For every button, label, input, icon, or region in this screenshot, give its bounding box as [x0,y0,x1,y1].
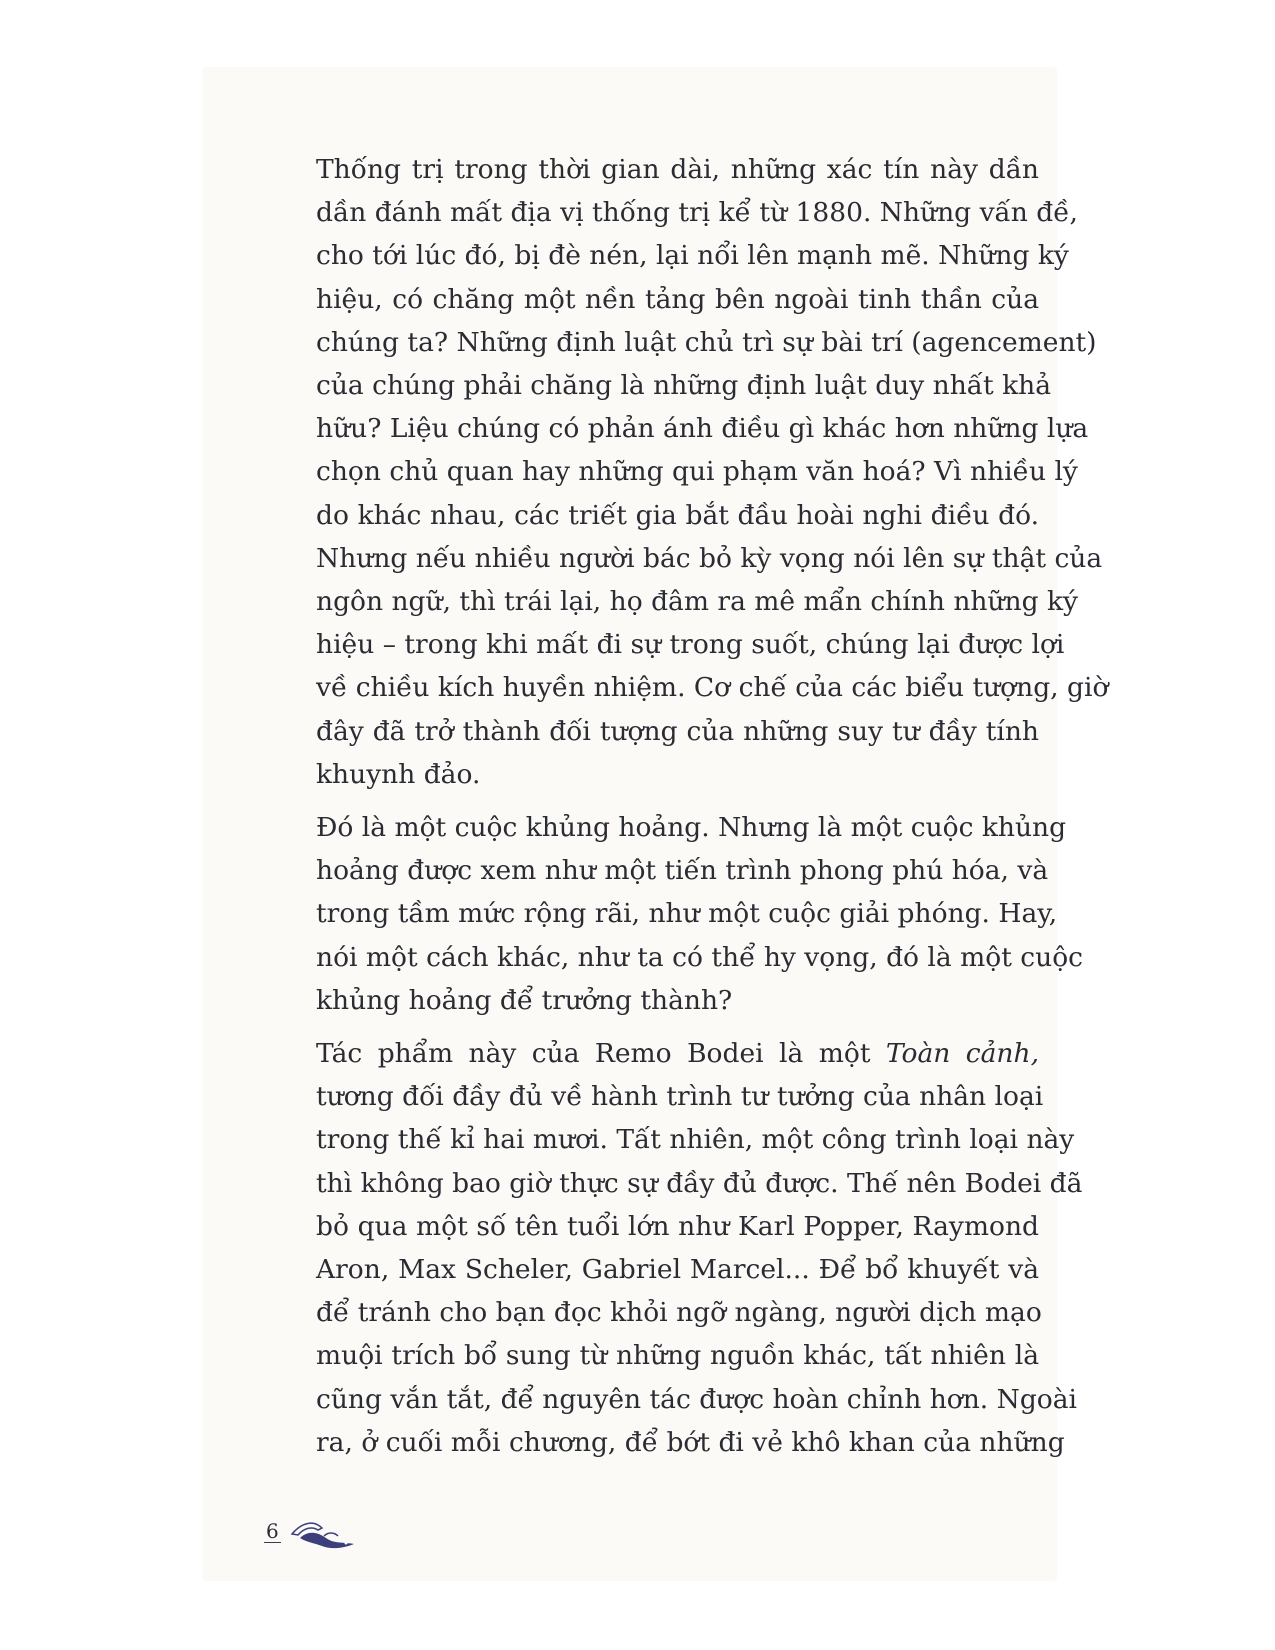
text-line: Aron, Max Scheler, Gabriel Marcel... Để bổ khuyết và [316,1254,1039,1286]
text-line: Nhưng nếu nhiều người bác bỏ kỳ vọng nói lên sự thật của [316,542,1103,574]
paragraph-3 [274,1032,1083,1464]
text-line: trong tầm mức rộng rãi, như một cuộc giải phóng. Hay, [316,898,1058,930]
bird-ornament-icon [288,1516,360,1557]
text-line: Đó là một cuộc khủng hoảng. Nhưng là một cuộc khủng [316,812,1067,844]
text-line: hiệu – trong khi mất đi sự trong suốt, chúng lại được lợi [316,629,1065,661]
text-line: khuynh đảo. [316,758,481,790]
text-line: đây đã trở thành đối tượng của những suy tư đầy tính [316,715,1039,747]
text-line: chọn chủ quan hay những qui phạm văn hoá? Vì nhiều lý [316,456,1078,488]
text-line: chúng ta? Những định luật chủ trì sự bài trí (agencement) [316,326,1097,358]
paragraph-2 [274,806,1083,1022]
text-line: hiệu, có chăng một nền tảng bên ngoài tinh thần của [316,283,1039,315]
text-line: khủng hoảng để trưởng thành? [316,984,733,1016]
text-line: cho tới lúc đó, bị đè nén, lại nổi lên mạnh mẽ. Những ký [316,240,1069,272]
text-line: bỏ qua một số tên tuổi lớn như Karl Popper, Raymond [316,1210,1039,1242]
text-line: thì không bao giờ thực sự đầy đủ được. Thế nên Bodei đã [316,1167,1083,1199]
book-page [204,68,1109,1580]
text-line [274,1032,1039,1075]
text-line: cũng vắn tắt, để nguyên tác được hoàn chỉnh hơn. Ngoài [316,1383,1078,1415]
text-line: do khác nhau, các triết gia bắt đầu hoài nghi điều đó. [316,499,1039,531]
text-line: để tránh cho bạn đọc khỏi ngỡ ngàng, người dịch mạo [316,1297,1042,1329]
text-segment: Tác phẩm này của Remo Bodei là một [316,1038,886,1070]
text-line: trong thế kỉ hai mươi. Tất nhiên, một công trình loại này [316,1124,1075,1156]
text-line: hoảng được xem như một tiến trình phong phú hóa, và [316,855,1049,887]
page-number: 6 [266,1519,279,1543]
text-line: ngôn ngữ, thì trái lại, họ đâm ra mê mẩn chính những ký [316,586,1079,618]
text-line: nói một cách khác, như ta có thể hy vọng, đó là một cuộc [316,941,1083,973]
text-line: hữu? Liệu chúng có phản ánh điều gì khác hơn những lựa [316,413,1089,445]
page-footer [254,1516,374,1556]
book-title-italic: Toàn cảnh, [885,1038,1039,1070]
body-text [274,148,1109,1474]
text-line: ra, ở cuối mỗi chương, để bớt đi vẻ khô khan của những [316,1426,1065,1458]
text-line: của chúng phải chăng là những định luật duy nhất khả [316,370,1052,402]
text-line: tương đối đầy đủ về hành trình tư tưởng của nhân loại [316,1081,1044,1113]
paragraph-1 [274,148,1109,796]
text-line: dần đánh mất địa vị thống trị kể từ 1880. Những vấn đề, [316,197,1078,229]
text-line: muội trích bổ sung từ những nguồn khác, tất nhiên là [316,1340,1039,1372]
text-line: Thống trị trong thời gian dài, những xác tín này dần [316,154,1039,185]
text-line: về chiều kích huyền nhiệm. Cơ chế của các biểu tượng, giờ [316,672,1109,704]
